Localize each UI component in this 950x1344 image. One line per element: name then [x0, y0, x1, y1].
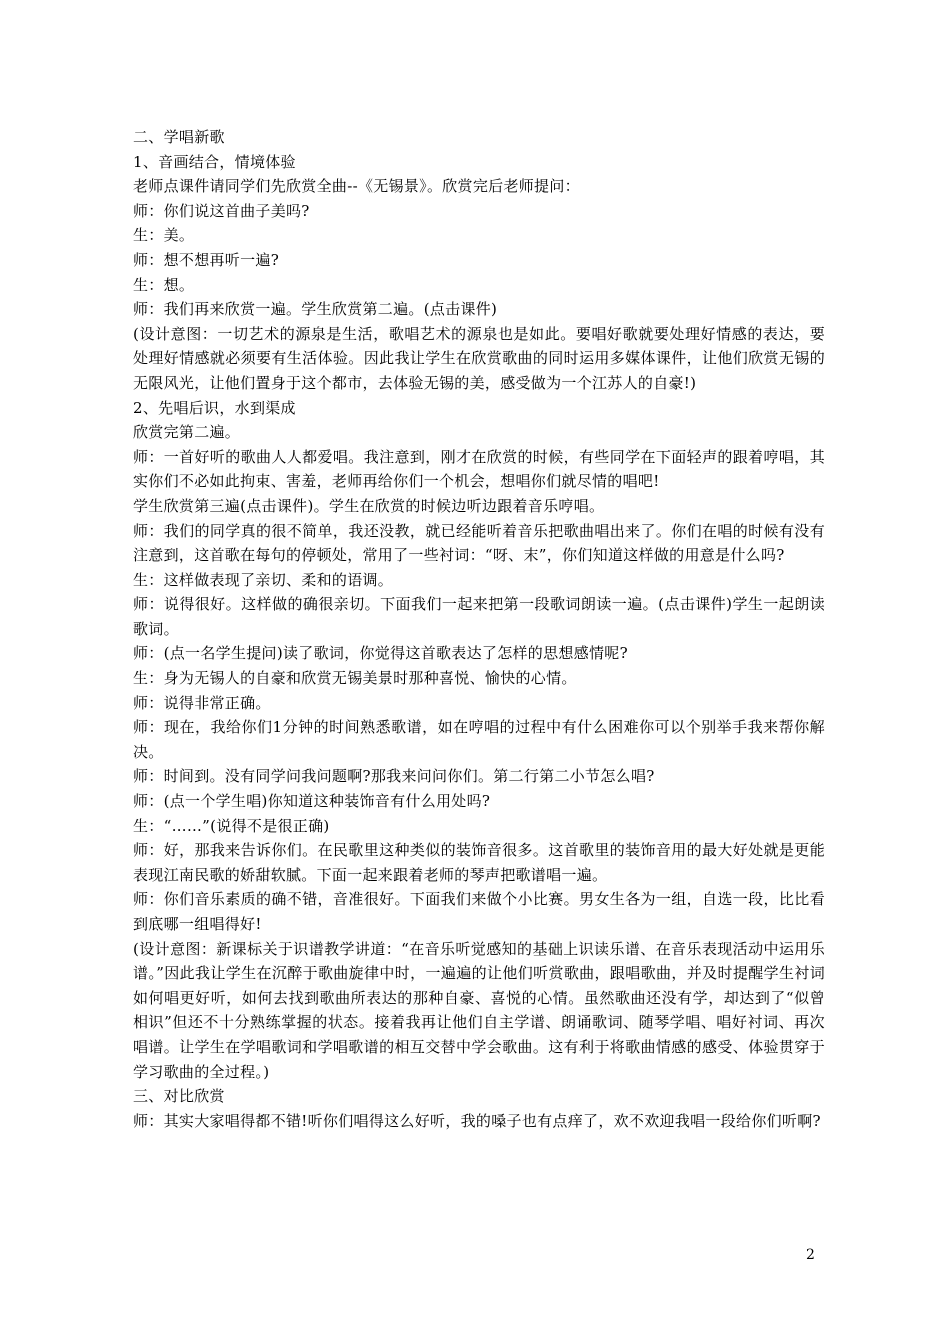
- dialogue-line: 师：我们再来欣赏一遍。学生欣赏第二遍。(点击课件): [133, 300, 498, 319]
- dialogue-line: 师：你们说这首曲子美吗?: [133, 201, 310, 220]
- design-intent-paragraph: (设计意图：一切艺术的源泉是生活，歌唱艺术的源泉也是如此。要唱好歌就要处理好情感的表达，要处理好情感就必须要有生活体验。因此我让学生在欣赏歌曲的同时运用多媒体课件，让他们欣赏无锡的无限风光，让他们置身于这个都市，去体验无锡的美，感受做为一个江苏人的自豪!): [133, 324, 825, 392]
- paragraph: 学生欣赏第三遍(点击课件)。学生在欣赏的时候边听边跟着音乐哼唱。: [133, 496, 605, 515]
- dialogue-line: 生：身为无锡人的自豪和欣赏无锡美景时那种喜悦、愉快的心情。: [133, 669, 577, 688]
- design-intent-paragraph: (设计意图：新课标关于识谱教学讲道：“在音乐听觉感知的基础上识读乐谱、在音乐表现活动中运用乐谱。”因此我让学生在沉醉于歌曲旋律中时，一遍遍的让他们听赏歌曲，跟唱歌曲，并及时提醒学生衬词如何唱更好听，如何去找到歌曲所表达的那种自豪、喜悦的心情。虽然歌曲还没有学，却达到了“似曾相识”但还不十分熟练掌握的状态。接着我再让他们自主学谱、朗诵歌词、随琴学唱、唱好衬词、再次唱谱。让学生在学唱歌词和学唱歌谱的相互交替中学会歌曲。这有利于将歌曲情感的感受、体验贯穿于学习歌曲的全过程。): [133, 939, 825, 1081]
- dialogue-line: 师：一首好听的歌曲人人都爱唱。我注意到，刚才在欣赏的时候，有些同学在下面轻声的跟着哼唱，其实你们不必如此拘束、害羞，老师再给你们一个机会，想唱你们就尽情的唱吧!: [133, 447, 825, 491]
- paragraph: 老师点课件请同学们先欣赏全曲--《无锡景》。欣赏完后老师提问：: [133, 177, 580, 196]
- body-text: [133, 125, 825, 1133]
- dialogue-line: 生：“……”(说得不是很正确): [133, 816, 330, 835]
- dialogue-line: 师：(点一名学生提问)读了歌词，你觉得这首歌表达了怎样的思想感情呢?: [133, 644, 628, 663]
- dialogue-line: 师：(点一个学生唱)你知道这种装饰音有什么用处吗?: [133, 792, 491, 811]
- dialogue-line: 师：现在，我给你们1分钟的时间熟悉歌谱，如在哼唱的过程中有什么困难你可以个别举手我来帮你解决。: [133, 718, 825, 761]
- page-number: 2: [806, 1247, 815, 1263]
- dialogue-line: 师：时间到。没有同学问我问题啊?那我来问问你们。第二行第二小节怎么唱?: [133, 767, 655, 786]
- dialogue-line: 生：想。: [133, 275, 195, 294]
- dialogue-line: 师：说得非常正确。: [133, 693, 271, 712]
- dialogue-line: 师：其实大家唱得都不错!听你们唱得这么好听，我的嗓子也有点痒了，欢不欢迎我唱一段给你们听啊?: [133, 1111, 821, 1130]
- dialogue-line: 师：说得很好。这样做的确很亲切。下面我们一起来把第一段歌词朗读一遍。(点击课件)学生一起朗读歌词。: [133, 595, 825, 638]
- dialogue-line: 生：美。: [133, 226, 195, 245]
- subsection-heading: 2、先唱后识，水到渠成: [133, 398, 296, 417]
- dialogue-line: 师：你们音乐素质的确不错，音准很好。下面我们来做个小比赛。男女生各为一组，自选一段，比比看到底哪一组唱得好!: [133, 890, 825, 933]
- dialogue-line: 师：我们的同学真的很不简单，我还没教，就已经能听着音乐把歌曲唱出来了。你们在唱的时候有没有注意到，这首歌在每句的停顿处，常用了一些衬词：“呀、末”，你们知道这样做的用意是什么吗?: [133, 521, 825, 565]
- dialogue-line: 生：这样做表现了亲切、柔和的语调。: [133, 570, 394, 589]
- subsection-heading: 1、音画结合，情境体验: [133, 152, 296, 171]
- section-heading: 三、对比欣赏: [133, 1087, 225, 1106]
- paragraph: 欣赏完第二遍。: [133, 423, 241, 442]
- dialogue-line: 师：好，那我来告诉你们。在民歌里这种类似的装饰音很多。这首歌里的装饰音用的最大好处就是更能表现江南民歌的娇甜软腻。下面一起来跟着老师的琴声把歌谱唱一遍。: [133, 841, 825, 884]
- dialogue-line: 师：想不想再听一遍?: [133, 250, 280, 269]
- section-heading: 二、学唱新歌: [133, 128, 225, 146]
